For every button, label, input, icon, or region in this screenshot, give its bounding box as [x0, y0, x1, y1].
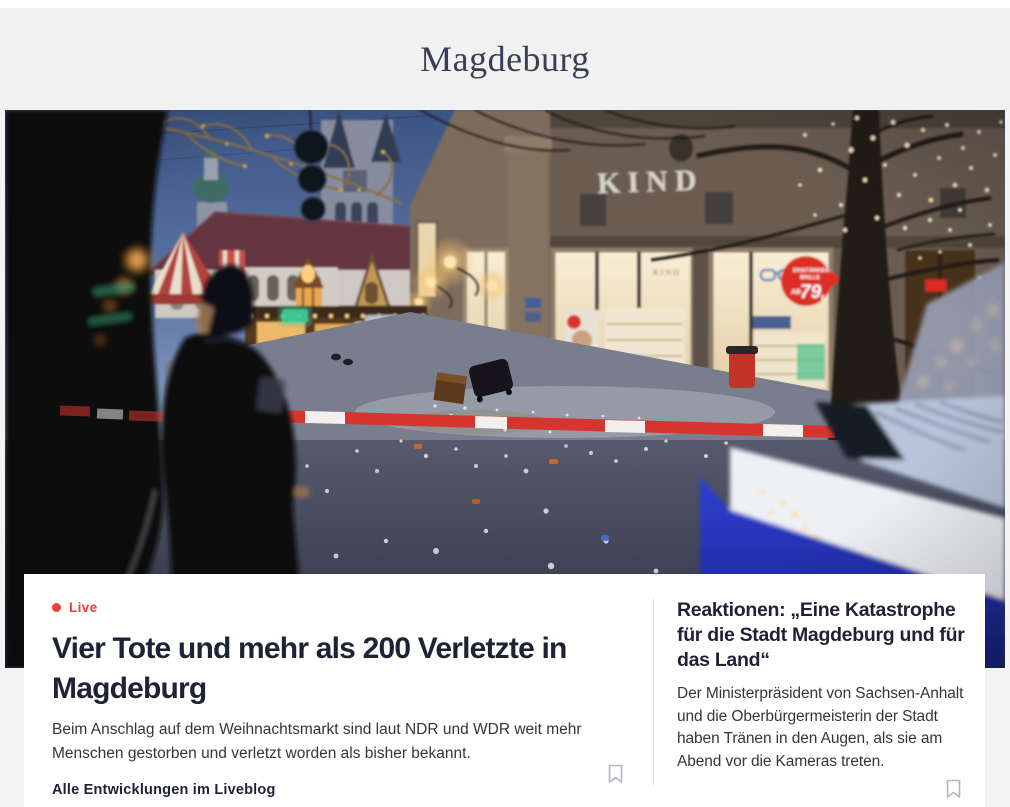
- bookmark-icon: [607, 764, 624, 784]
- teaser-card: [24, 574, 985, 807]
- secondary-headline[interactable]: Reaktionen: „Eine Katastrophe für die Stadt Magdeburg und für das Land“: [677, 599, 965, 671]
- liveblog-link[interactable]: Alle Entwicklungen im Liveblog: [52, 782, 276, 798]
- column-divider: [653, 598, 654, 786]
- bookmark-icon: [945, 779, 962, 799]
- main-headline[interactable]: Vier Tote und mehr als 200 Verletzte in Magdeburg: [52, 632, 567, 705]
- bookmark-button-main[interactable]: [607, 764, 624, 784]
- bookmark-button-secondary[interactable]: [945, 779, 962, 799]
- main-teaser-column: [52, 600, 652, 798]
- main-teaser-text: Beim Anschlag auf dem Weihnachtsmarkt sind laut NDR und WDR weit mehr Menschen gestorben und verletzt worden als bisher bekannt.: [52, 721, 582, 762]
- live-dot-icon: [52, 603, 61, 612]
- secondary-teaser-column: [677, 598, 972, 773]
- live-badge[interactable]: [52, 600, 652, 615]
- top-white-strip: [0, 0, 1010, 8]
- page-title: Magdeburg: [420, 39, 590, 79]
- secondary-teaser-text: Der Ministerpräsident von Sachsen-Anhalt und die Oberbürgermeisterin der Stadt haben Tränen in den Augen, als sie am Abend vor die Kameras treten.: [677, 685, 964, 770]
- header-band: [0, 8, 1010, 110]
- live-label: Live: [69, 600, 98, 615]
